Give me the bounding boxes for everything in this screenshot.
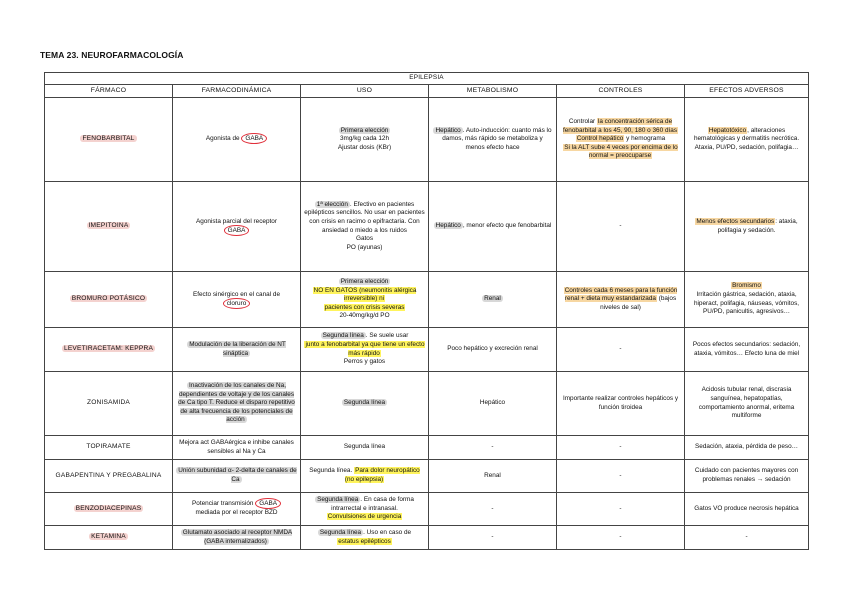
- controls-text: (bajos niveles de sal): [600, 295, 677, 311]
- metabolism-highlight: Hepático: [435, 222, 461, 230]
- gaba-circled: GABA: [224, 225, 250, 236]
- table-row: [45, 98, 809, 182]
- header-controles: CONTROLES: [557, 85, 685, 98]
- table-banner: EPILEPSIA: [45, 73, 809, 85]
- chloride-circled: cloruro: [223, 298, 251, 309]
- use-warning: pacientes con crisis severas: [324, 303, 405, 311]
- pd-text: Agonista de: [205, 135, 242, 143]
- drug-name: BENZODIACEPINAS: [75, 504, 142, 512]
- pd-highlight: Unión subunidad α- 2-delta de canales de Ca: [178, 467, 297, 483]
- pd-highlight: Inactivación de los canales de Na, dependientes de voltaje y de los canales de Ca tipo T. Reduce el disparo repetitivo de alta frecuencia de los potenciales de acción: [178, 382, 295, 424]
- metabolism-cell: [429, 272, 557, 328]
- pd-highlight: Modulación de la liberación de NT sináptica: [189, 340, 286, 357]
- adverse-cell: -: [685, 526, 809, 550]
- use-cell: [301, 98, 429, 182]
- use-highlight: Segunda línea: [317, 496, 359, 504]
- use-cell: [301, 328, 429, 372]
- drug-name: ZONISAMIDA: [86, 399, 131, 407]
- adverse-text: , alteraciones hematológicas y dermatitis necrótica.: [693, 126, 800, 143]
- use-species: Perros y gatos: [343, 358, 386, 366]
- use-cell: [301, 436, 429, 460]
- drug-cell: [45, 436, 173, 460]
- controls-highlight: Controles cada 6 meses para la función renal + dieta muy estandarizada: [564, 286, 678, 303]
- metabolism-cell: [429, 182, 557, 272]
- drug-name: IMEPITOINA: [88, 222, 129, 230]
- drug-cell: [45, 182, 173, 272]
- table-row: [45, 460, 809, 493]
- use-cell: [301, 460, 429, 493]
- header-metabolismo: METABOLISMO: [429, 85, 557, 98]
- controls-highlight: la concentración sérica de fenobarbital a los 45, 90, 180 o 360 días: [562, 118, 678, 134]
- pharmacodynamics-cell: Mejora act GABAérgica e inhibe canales sensibles al Na y Ca: [173, 436, 301, 460]
- controls-cell: -: [557, 182, 685, 272]
- metabolism-cell: [429, 460, 557, 493]
- drug-cell: [45, 493, 173, 526]
- header-uso: USO: [301, 85, 429, 98]
- controls-cell: -: [557, 526, 685, 550]
- use-dose: 3mg/kg cada 12h: [339, 135, 390, 143]
- header-farmacodinamica: FARMACODINÁMICA: [173, 85, 301, 98]
- metabolism-cell: [429, 98, 557, 182]
- use-route: PO (ayunas): [346, 243, 383, 251]
- table-row: [45, 372, 809, 436]
- drug-cell: [45, 98, 173, 182]
- use-note: estatus epilépticos: [338, 537, 391, 545]
- use-highlight: Segunda línea: [343, 399, 386, 407]
- adverse-cell: Sedación, ataxia, pérdida de peso…: [685, 436, 809, 460]
- table-row: [45, 182, 809, 272]
- drug-cell: [45, 460, 173, 493]
- adverse-highlight: Bromismo: [732, 282, 761, 290]
- gaba-circled: GABA: [255, 498, 281, 509]
- drug-cell: [45, 372, 173, 436]
- metabolism-text: Renal: [484, 471, 501, 479]
- drug-cell: [45, 272, 173, 328]
- pharmacodynamics-cell: [173, 493, 301, 526]
- controls-cell: -: [557, 436, 685, 460]
- use-text: . Uso en caso de: [363, 528, 412, 536]
- epilepsy-table: [44, 72, 809, 550]
- use-warning: NO EN GATOS (neumonitis alérgica irreversible) ni: [313, 286, 417, 303]
- adverse-cell: [685, 272, 809, 328]
- use-text: .: [350, 467, 355, 475]
- controls-cell: -: [557, 460, 685, 493]
- use-cell: [301, 493, 429, 526]
- adverse-cell: Gatos VO produce necrosis hepática: [685, 493, 809, 526]
- pharmacodynamics-cell: [173, 328, 301, 372]
- use-text: . Efectivo en pacientes epilépticos sencillos. No usar en pacientes con crisis en racimo o epifractaria. Con ansiedad o miedo a los ruidos: [304, 200, 425, 234]
- metabolism-cell: Poco hepático y excreción renal: [429, 328, 557, 372]
- controls-highlight: Control hepático: [576, 135, 624, 143]
- use-adjust: Ajustar dosis (KBr): [337, 143, 392, 151]
- pd-text: Agonista parcial del receptor: [196, 217, 277, 225]
- adverse-cell: [685, 182, 809, 272]
- pharmacodynamics-cell: [173, 372, 301, 436]
- adverse-cell: Acidosis tubular renal, discrasia sanguínea, hepatopatías, comportamiento anormal, eritema multiforme: [685, 372, 809, 436]
- use-dose: 20-40mg/kg/d PO: [339, 312, 390, 320]
- adverse-cell: Pocos efectos secundarios: sedación, ataxia, vómitos… Efecto luna de miel: [685, 328, 809, 372]
- metabolism-cell: -: [429, 493, 557, 526]
- use-note: Convulsiones de urgencia: [327, 513, 402, 521]
- use-highlight: Segunda línea: [319, 528, 362, 536]
- metabolism-cell: -: [429, 436, 557, 460]
- drug-name: LEVETIRACETAM: KEPPRA: [63, 345, 154, 353]
- use-highlight: Primera elección: [340, 278, 389, 286]
- pd-highlight: Glutamato asociado al receptor NMDA (GABA internalizados): [182, 528, 293, 545]
- controls-cell: -: [557, 328, 685, 372]
- adverse-highlight: Menos efectos secundarios: [696, 217, 775, 225]
- header-farmaco: FÁRMACO: [45, 85, 173, 98]
- pharmacodynamics-cell: [173, 182, 301, 272]
- page-title: TEMA 23. NEUROFARMACOLOGÍA: [40, 50, 184, 60]
- metabolism-cell: Hepático: [429, 372, 557, 436]
- drug-name: BROMURO POTÁSICO: [71, 295, 146, 303]
- use-highlight: Primera elección: [340, 126, 389, 134]
- drug-name: GABAPENTINA Y PREGABALINA: [55, 471, 162, 479]
- use-cell: [301, 182, 429, 272]
- metabolism-cell: -: [429, 526, 557, 550]
- table-row: [45, 526, 809, 550]
- use-text: . Se suele usar: [365, 332, 409, 340]
- metabolism-text: , menor efecto que fenobarbital: [462, 222, 552, 230]
- use-note: Para dolor neuropático (no epilepsia): [344, 467, 420, 483]
- pd-text: Potenciar transmisión: [192, 500, 254, 508]
- metabolism-highlight: Hepático: [435, 126, 461, 134]
- controls-cell: -: [557, 493, 685, 526]
- controls-cell: [557, 272, 685, 328]
- pharmacodynamics-cell: [173, 460, 301, 493]
- table-row: [45, 493, 809, 526]
- adverse-highlight: Hepatotóxico: [708, 126, 747, 134]
- gaba-circled: GABA: [241, 133, 267, 144]
- use-species: Gatos: [355, 235, 374, 243]
- drug-cell: [45, 328, 173, 372]
- pharmacodynamics-cell: [173, 272, 301, 328]
- controls-cell: [557, 98, 685, 182]
- adverse-text: : ataxia, polifagia y sedación.: [717, 217, 798, 234]
- drug-name: TOPIRAMATE: [86, 443, 131, 451]
- use-highlight: Segunda línea: [322, 332, 364, 340]
- metabolism-text: . Auto-inducción: cuanto más lo damos, más rápido se metaboliza y menos efecto hace: [442, 126, 552, 151]
- controls-text: Controlar: [568, 118, 597, 126]
- use-note: junto a fenobarbital ya que tiene un efecto más rápido: [305, 340, 425, 357]
- controls-highlight: Si la ALT sube 4 veces por encima de lo normal = preocuparse: [564, 143, 678, 160]
- use-highlight: 1ª elección: [316, 200, 348, 208]
- controls-cell: Importante realizar controles hepáticos y función tiroidea: [557, 372, 685, 436]
- use-cell: [301, 272, 429, 328]
- adverse-cell: Cuidado con pacientes mayores con problemas renales → sedación: [685, 460, 809, 493]
- pd-text: Efecto sinérgico en el canal de: [192, 290, 281, 298]
- drug-name: FENOBARBITAL: [82, 135, 135, 143]
- table-row: [45, 436, 809, 460]
- adverse-text: Ataxia, PU/PD, sedación, polifagia…: [694, 143, 799, 151]
- use-text: . En casa de forma intrarrectal e intranasal.: [331, 496, 414, 512]
- table-row: [45, 328, 809, 372]
- header-efectos-adversos: EFECTOS ADVERSOS: [685, 85, 809, 98]
- drug-cell: [45, 526, 173, 550]
- metabolism-highlight: Renal: [484, 295, 501, 303]
- adverse-cell: [685, 98, 809, 182]
- controls-text: y hemograma: [624, 135, 666, 143]
- adverse-text: Irritación gástrica, sedación, ataxia, hiperact, polifagia, náuseas, vómitos, PU/PD, panicultis, agresivos…: [693, 290, 800, 316]
- use-text: Segunda línea: [309, 467, 351, 475]
- table-row: [45, 272, 809, 328]
- use-cell: [301, 526, 429, 550]
- use-cell: [301, 372, 429, 436]
- pharmacodynamics-cell: [173, 98, 301, 182]
- use-text: Segunda línea: [343, 443, 386, 451]
- drug-name: KETAMINA: [91, 533, 126, 541]
- pd-text: mediada por el receptor BZD: [195, 509, 278, 516]
- pharmacodynamics-cell: [173, 526, 301, 550]
